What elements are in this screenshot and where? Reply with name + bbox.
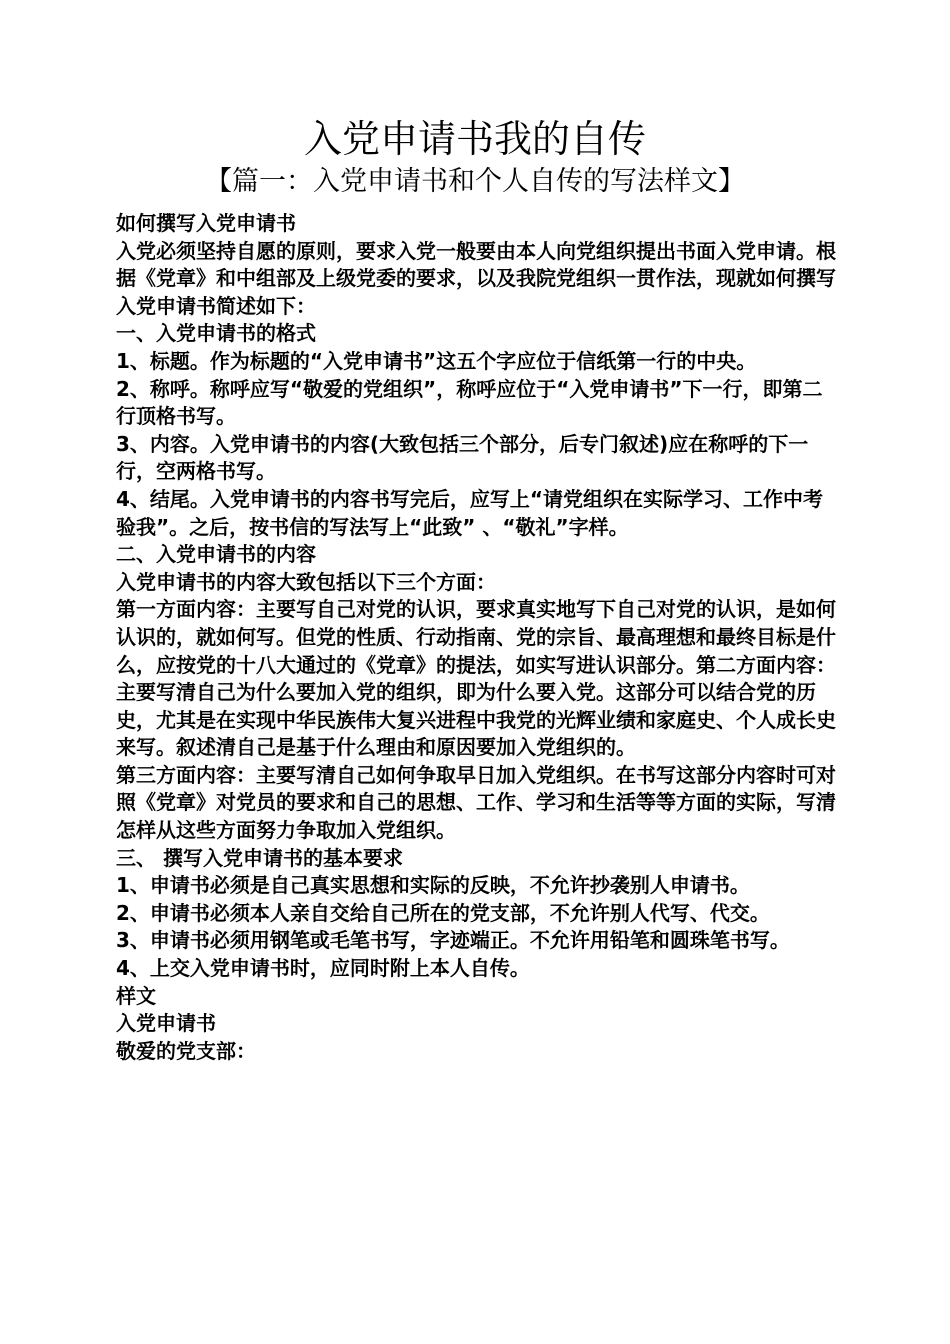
content-intro: 入党申请书的内容大致包括以下三个方面： (116, 569, 496, 594)
requirement-item-3: 3、申请书必须用钢笔或毛笔书写，字迹端正。不允许用铅笔和圆珠笔书写。 (116, 928, 790, 953)
requirement-item-2: 2、申请书必须本人亲自交给自己所在的党支部，不允许别人代写、代交。 (116, 900, 770, 925)
section-heading-format: 一、入党申请书的格式 (116, 321, 316, 346)
format-item-content: 3、内容。入党申请书的内容(大致包括三个部分，后专门叙述)应在称呼的下一行，空两格书写。 (116, 431, 809, 484)
intro-paragraph: 入党必须坚持自愿的原则，要求入党一般要由本人向党组织提出书面入党申请。根据《党章》和中组部及上级党委的要求，以及我院党组织一贯作法，现就如何撰写入党申请书简述如下： (116, 238, 836, 318)
content-aspect-three: 第三方面内容：主要写清自己如何争取早日加入党组织。在书写这部分内容时可对照《党章》对党员的要求和自己的思想、工作、学习和生活等等方面的实际，写清怎样从这些方面努力争取加入党组织。 (116, 762, 836, 843)
format-item-title: 1、标题。作为标题的“入党申请书”这五个字应位于信纸第一行的中央。 (116, 348, 757, 373)
document-subtitle: 【篇一：入党申请书和个人自传的写法样文】 (205, 166, 745, 197)
document-title: 入党申请书我的自传 (303, 117, 646, 161)
format-item-salutation: 2、称呼。称呼应写“敬爱的党组织”，称呼应位于“入党申请书”下一行，即第二行顶格书写。 (116, 376, 823, 429)
content-aspects-one-two: 第一方面内容：主要写自己对党的认识，要求真实地写下自己对党的认识，是如何认识的，就如何写。但党的性质、行动指南、党的宗旨、最高理想和最终目标是什么，应按党的十八大通过的《党章》的提法，如实写进认识部分。第二方面内容：主要写清自己为什么要加入党的组织，即为什么要入党。这部分可以结合党的历史，尤其是在实现中华民族伟大复兴进程中我党的光辉业绩和家庭史、个人成长史来写。叙述清自己是基于什么理由和原因要加入党组织的。 (116, 597, 836, 760)
section-heading-how-to-write: 如何撰写入党申请书 (116, 211, 296, 235)
document-body (116, 210, 838, 1065)
sample-salutation: 敬爱的党支部： (116, 1038, 256, 1063)
sample-title: 入党申请书 (116, 1011, 216, 1036)
section-heading-content: 二、入党申请书的内容 (116, 542, 316, 567)
requirement-item-1: 1、申请书必须是自己真实思想和实际的反映，不允许抄袭别人申请书。 (116, 873, 750, 898)
section-heading-requirements: 三、 撰写入党申请书的基本要求 (116, 845, 403, 870)
format-item-ending: 4、结尾。入党申请书的内容书写完后，应写上“请党组织在实际学习、工作中考验我”。之后，按书信的写法写上“此致” 、“敬礼”字样。 (116, 486, 824, 539)
sample-heading: 样文 (116, 983, 156, 1008)
requirement-item-4: 4、上交入党申请书时，应同时附上本人自传。 (116, 956, 530, 981)
